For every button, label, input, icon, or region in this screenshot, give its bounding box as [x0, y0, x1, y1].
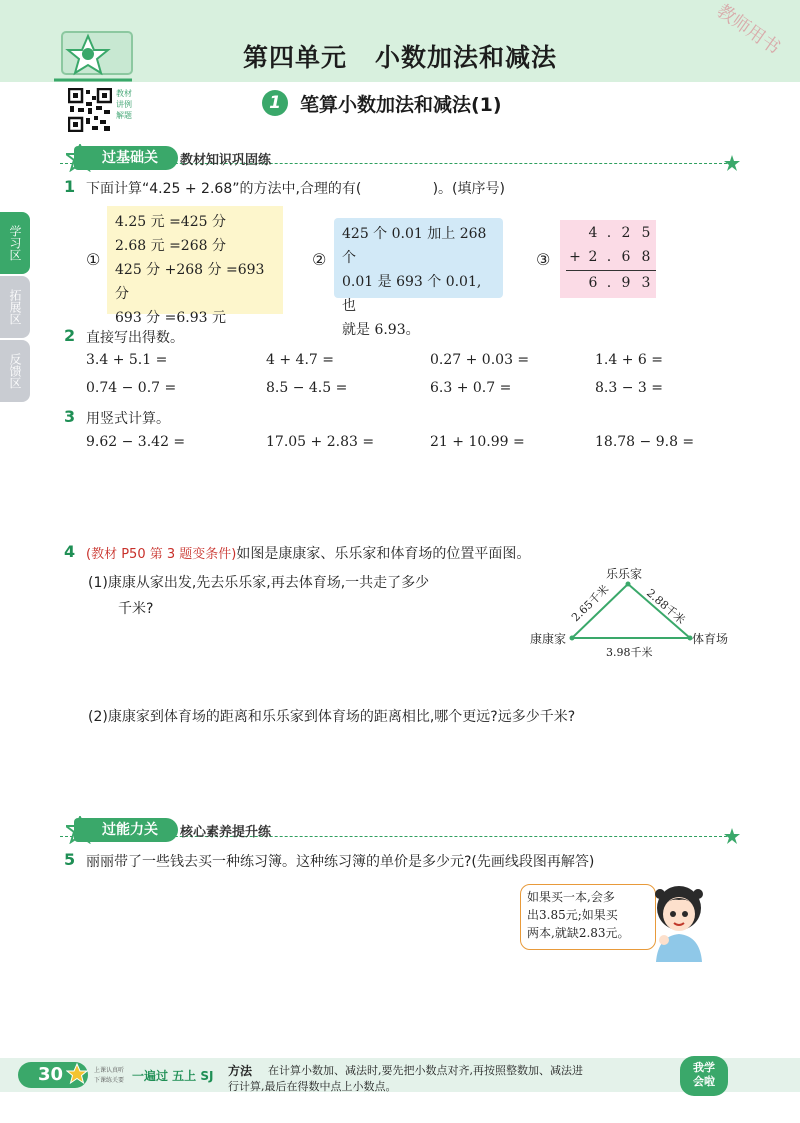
q4-part2: (2)康康家到体育场的距离和乐乐家到体育场的距离相比,哪个更远?远多少千米? [88, 709, 576, 725]
q1-calc-cell: 8 [641, 249, 651, 266]
q2-item: 1.4 + 6 = [595, 352, 663, 368]
footer-badge-text: 我学会啦 [693, 1061, 715, 1088]
label-right-edge: 2.88千米 [644, 586, 688, 627]
footer-method-text-2: 行计算,最后在得数中点上小数点。 [228, 1080, 397, 1093]
q1-calc-cell: 3 [641, 274, 651, 291]
q3-item: 17.05 + 2.83 = [266, 434, 375, 450]
footer-badge [680, 1056, 728, 1096]
label-stadium: 体育场 [692, 632, 729, 646]
q1-method1-line: 4.25 元 =425 分 [115, 214, 226, 230]
q1-calc-cell [566, 270, 584, 295]
q4-line [86, 543, 530, 563]
q1-calc-cell: 5 [641, 224, 651, 241]
label-lele: 乐乐家 [606, 567, 643, 581]
q4-part1-line1: (1)康康从家出发,先去乐乐家,再去体育场,一共走了多少 [88, 575, 430, 591]
q1-calc-cell: 9 [621, 274, 631, 291]
q1-number: 1 [64, 177, 76, 196]
node-kangkang [570, 636, 575, 641]
footer-brand-small-2: 下课练关要 [94, 1077, 125, 1084]
q5-speech-bubble [520, 884, 656, 950]
q2-item: 0.74 − 0.7 = [86, 380, 177, 396]
q1-calc-cell: 2 [621, 224, 631, 241]
q1-calc-cell: 6 [621, 249, 631, 266]
q2-item: 8.3 − 3 = [595, 380, 663, 396]
label-bottom-edge: 3.98千米 [606, 646, 653, 659]
q3-number: 3 [64, 407, 76, 426]
side-tab-extend[interactable]: 拓展区 [0, 276, 30, 338]
section-ability-star-icon [724, 828, 740, 844]
q1-calc-cell: 2 [588, 249, 598, 266]
q1-calc-cell: . [606, 224, 612, 241]
qr-label: 教材讲例解题 [116, 89, 132, 120]
label-left-edge: 2.65千米 [569, 582, 612, 625]
q5-text: 丽丽带了一些钱去买一种练习簿。这种练习簿的单价是多少元?(先画线段图再解答) [86, 854, 595, 870]
q1-text: 下面计算“4.25 + 2.68”的方法中,合理的有( )。(填序号) [86, 181, 505, 197]
side-tab-feedback[interactable]: 反馈区 [0, 340, 30, 402]
q1-method1-line: 693 分 =6.93 元 [115, 310, 226, 326]
bubble-line: 如果买一本,会多 [527, 890, 615, 904]
lesson-title: 笔算小数加法和减法(1) [300, 94, 502, 116]
q3-text: 用竖式计算。 [86, 411, 170, 427]
teacher-stamp: 教师用书 [712, 0, 784, 59]
q1-method1-box [107, 206, 283, 326]
qr-code-icon [68, 88, 112, 132]
q1-method2-line: 就是 6.93。 [342, 322, 420, 338]
q1-method2-label: ② [312, 250, 327, 269]
q1-calc-cell: . [606, 249, 612, 266]
q1-calc-cell: . [606, 274, 612, 291]
q1-method2-line: 0.01 是 693 个 0.01,也 [342, 274, 482, 314]
footer-method-text-1: 在计算小数加、减法时,要先把小数点对齐,再按照整数加、减法进 [268, 1064, 583, 1077]
q4-number: 4 [64, 542, 76, 561]
q1-method1-label: ① [86, 250, 101, 269]
q1-calc-cell: + [569, 249, 581, 266]
q2-item: 8.5 − 4.5 = [266, 380, 348, 396]
q4-map-diagram [520, 560, 750, 665]
q1-method1-line: 2.68 元 =268 分 [115, 238, 226, 254]
side-tab-study[interactable]: 学习区 [0, 212, 30, 274]
unit-subtitle: 小数加法和减法 [375, 43, 558, 72]
q1-calc-row [566, 270, 656, 295]
unit-title: 第四单元 [242, 43, 347, 72]
q2-item: 6.3 + 0.7 = [430, 380, 512, 396]
q3-item: 9.62 − 3.42 = [86, 434, 186, 450]
q2-number: 2 [64, 326, 76, 345]
q4-source: (教材 P50 第 3 题变条件) [86, 547, 237, 562]
q3-item: 18.78 − 9.8 = [595, 434, 695, 450]
label-kangkang: 康康家 [530, 632, 567, 646]
footer-method-label: 方法 [228, 1064, 253, 1078]
section-basic-star-icon [724, 155, 740, 171]
q1-calc-cell [566, 220, 584, 245]
bubble-line: 出3.85元;如果买 [527, 908, 618, 922]
section-basic-subtitle: 教材知识巩固练 [180, 153, 272, 168]
q4-part1-line2: 千米? [118, 601, 154, 617]
q2-item: 0.27 + 0.03 = [430, 352, 530, 368]
node-lele [626, 582, 631, 587]
section-basic-badge: 过基础关 [74, 146, 178, 170]
section-ability-badge: 过能力关 [74, 818, 178, 842]
section-ability-subtitle: 核心素养提升练 [180, 825, 272, 840]
q2-text: 直接写出得数。 [86, 330, 184, 346]
lesson-number-badge: 1 [262, 90, 288, 116]
q1-calc-row [566, 220, 656, 245]
q5-number: 5 [64, 850, 76, 869]
q1-method2-box [334, 218, 503, 338]
q1-vertical-calc [566, 220, 656, 295]
footer-star-icon [66, 1063, 88, 1085]
page-title [0, 38, 800, 74]
footer-brand-small-1: 上课认真听 [94, 1067, 125, 1074]
q1-method3-box [560, 220, 656, 298]
q2-item: 3.4 + 5.1 = [86, 352, 168, 368]
q1-method3-label: ③ [536, 250, 551, 269]
page-number: 30 [38, 1064, 64, 1085]
q3-item: 21 + 10.99 = [430, 434, 525, 450]
q1-calc-row [566, 245, 656, 270]
bubble-line: 两本,就缺2.83元。 [527, 926, 630, 940]
footer-brand: 一遍过 五上 SJ [132, 1069, 214, 1083]
q2-item: 4 + 4.7 = [266, 352, 334, 368]
q1-calc-cell: 4 [588, 224, 598, 241]
q1-method2-line: 425 个 0.01 加上 268 个 [342, 226, 487, 266]
girl-avatar [644, 876, 714, 962]
q4-text: 如图是康康家、乐乐家和体育场的位置平面图。 [236, 546, 531, 562]
q1-method1-line: 425 分 +268 分 =693 分 [115, 262, 265, 302]
q1-calc-cell: 6 [588, 274, 598, 291]
